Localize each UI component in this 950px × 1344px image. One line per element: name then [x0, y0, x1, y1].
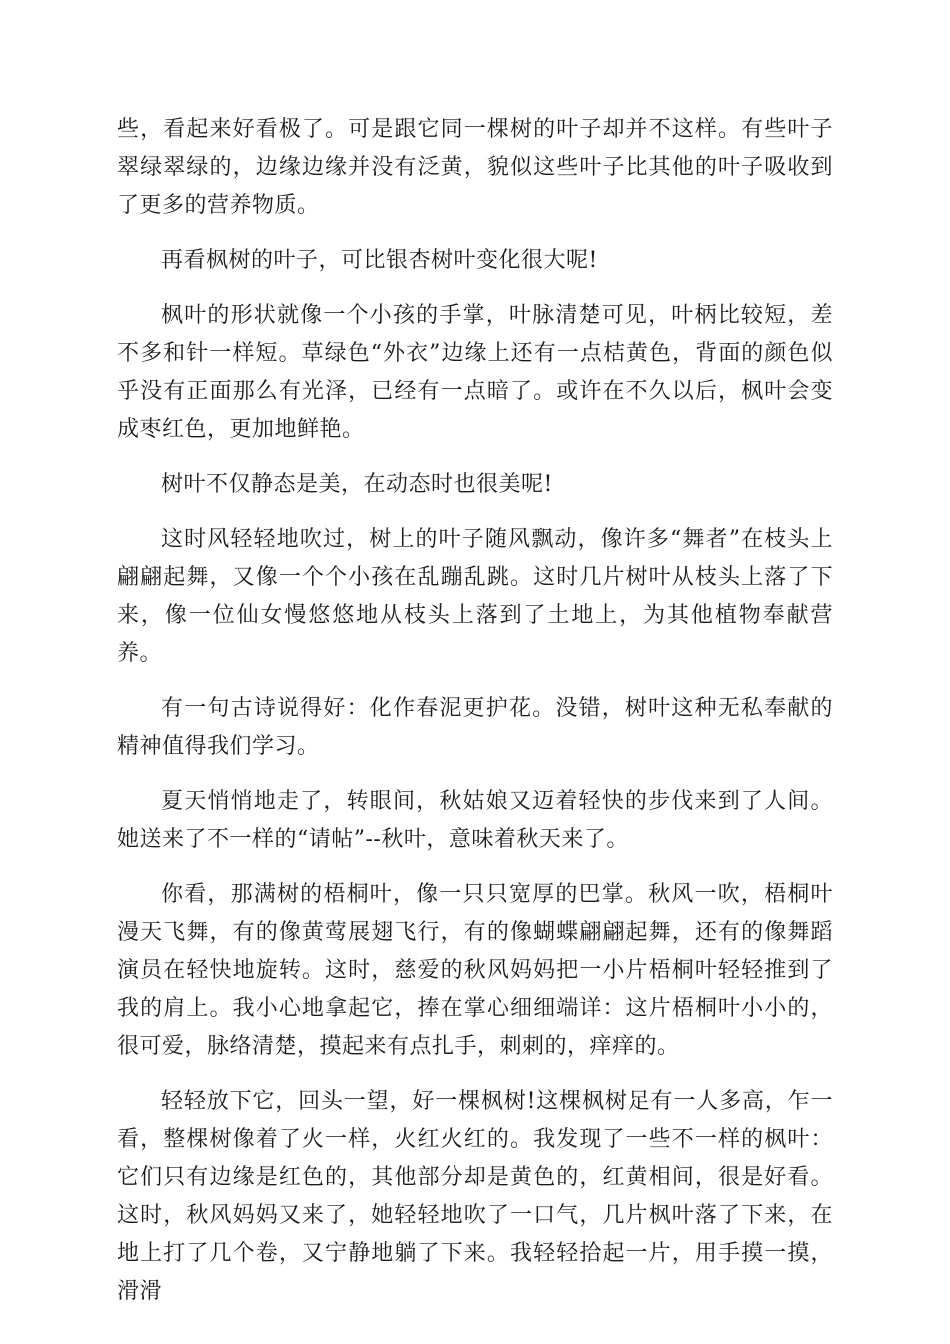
paragraph: 树叶不仅静态是美，在动态时也很美呢! — [161, 472, 553, 497]
paragraph: 你看，那满树的梧桐叶，像一只只宽厚的巴掌。秋风一吹，梧桐叶漫天飞舞，有的像黄莺展翅飞行，有的像蝴蝶翩翩起舞，还有的像舞蹈演员在轻快地旋转。这时，慈爱的秋风妈妈把一小片梧桐叶轻轻推到了我的肩上。我小心地拿起它，捧在掌心细细端详：这片梧桐叶小小的，很可爱，脉络清楚，摸起来有点扎手，刺刺的，痒痒的。 — [117, 882, 833, 1059]
paragraph: 这时风轻轻地吹过，树上的叶子随风飘动，像许多“舞者”在枝头上翩翩起舞，又像一个个小孩在乱蹦乱跳。这时几片树叶从枝头上落了下来，像一位仙女慢悠悠地从枝头上落到了土地上，为其他植物奉献营养。 — [117, 527, 833, 666]
paragraph: 有一句古诗说得好：化作春泥更护花。没错，树叶这种无私奉献的精神值得我们学习。 — [117, 696, 833, 759]
paragraph: 枫叶的形状就像一个小孩的手掌，叶脉清楚可见，叶柄比较短，差不多和针一样短。草绿色“外衣”边缘上还有一点桔黄色，背面的颜色似乎没有正面那么有光泽，已经有一点暗了。或许在不久以后，枫叶会变成枣红色，更加地鲜艳。 — [117, 303, 833, 442]
paragraph: 夏天悄悄地走了，转眼间，秋姑娘又迈着轻快的步伐来到了人间。她送来了不一样的“请帖”--秋叶，意味着秋天来了。 — [117, 789, 833, 852]
paragraph: 轻轻放下它，回头一望，好一棵枫树!这棵枫树足有一人多高，乍一看，整棵树像着了火一样，火红火红的。我发现了一些不一样的枫叶：它们只有边缘是红色的，其他部分却是黄色的，红黄相间，很是好看。这时，秋风妈妈又来了，她轻轻地吹了一口气，几片枫叶落了下来，在地上打了几个卷，又宁静地躺了下来。我轻轻拾起一片，用手摸一摸，滑滑 — [117, 1089, 833, 1304]
paragraph: 些，看起来好看极了。可是跟它同一棵树的叶子却并不这样。有些叶子翠绿翠绿的，边缘边缘并没有泛黄，貌似这些叶子比其他的叶子吸收到了更多的营养物质。 — [117, 117, 833, 218]
article-body — [117, 111, 833, 1328]
paragraph: 再看枫树的叶子，可比银杏树叶变化很大呢! — [161, 248, 598, 273]
